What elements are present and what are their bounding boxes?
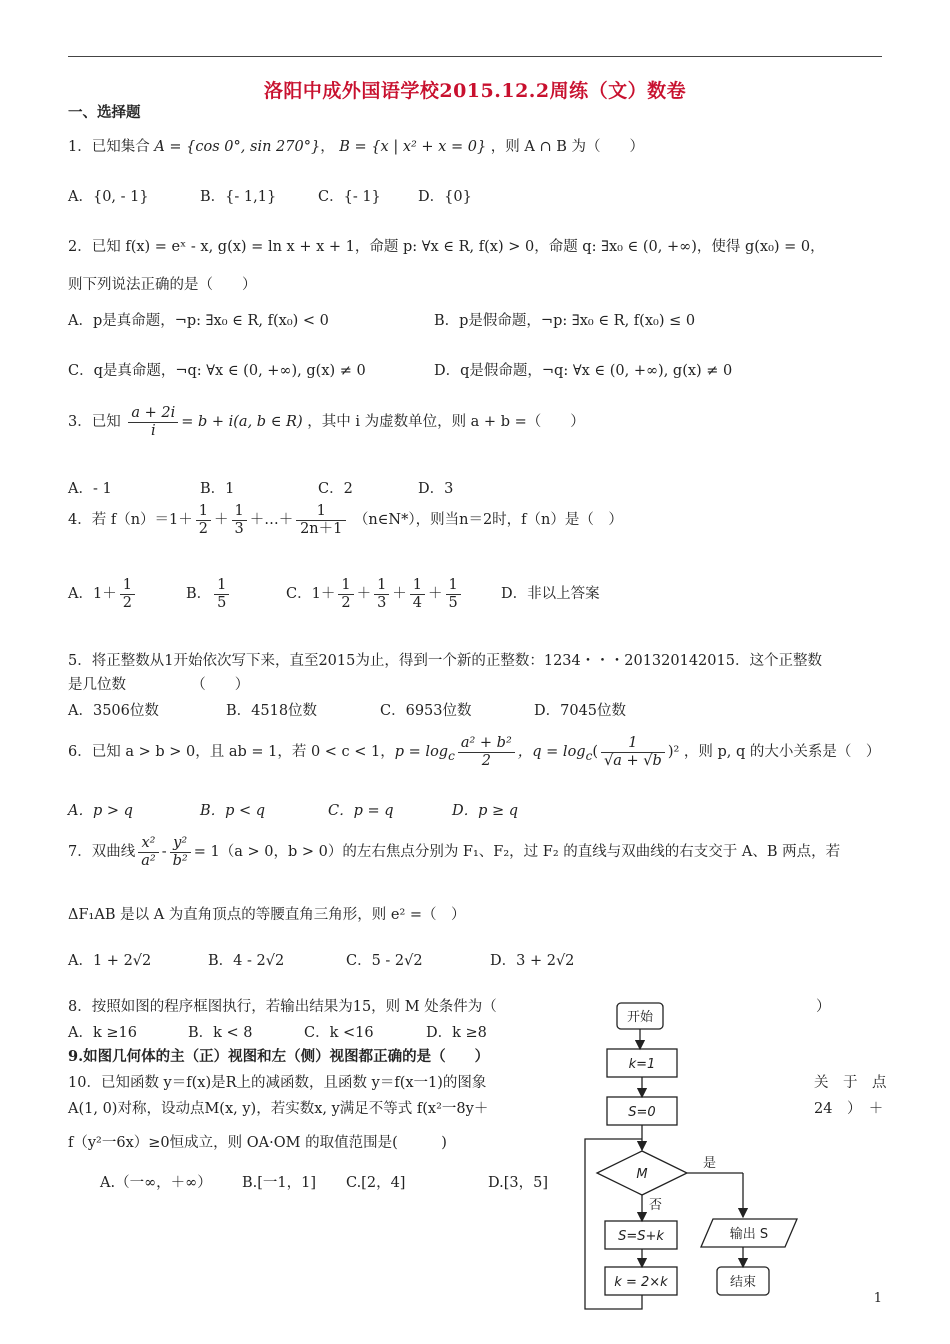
flowchart — [575, 995, 875, 1315]
q10-option-a: A.（一∞，＋∞） — [100, 1175, 212, 1191]
q6-ask: ，则 p, q 的大小关系是（ ） — [683, 744, 881, 760]
q5-option-a: A．3506位数 — [68, 703, 159, 719]
q1-set-b: B = {x | x² + x = 0} — [339, 139, 487, 155]
q1-label: 1．已知集合 — [68, 139, 150, 155]
page-number: 1 — [873, 1291, 882, 1306]
q4-option-c: C．1＋ — [286, 586, 336, 602]
q10-line-2-right: 24 ） ＋ — [814, 1101, 884, 1117]
flow-no-label: 否 — [649, 1198, 663, 1213]
q10-line-1: 10．已知函数 y＝f(x)是R上的减函数，且函数 y＝f(x一1)的图象 — [68, 1075, 487, 1091]
flow-init-s-text: S=0 — [628, 1105, 656, 1120]
q3-denominator: i — [150, 422, 156, 439]
q4-option-a: A．1＋ — [68, 586, 117, 602]
q6-p-den: 2 — [481, 752, 491, 769]
q8-stem: 8．按照如图的程序框图执行，若输出结果为15，则 M 处条件为（ — [68, 999, 497, 1015]
flow-start-text: 开始 — [626, 1010, 654, 1025]
q2-option-d: D．q是假命题，¬q: ∀x ∈ (0, +∞), g(x) ≠ 0 — [434, 363, 733, 379]
q6-option-d: D．p ≥ q — [452, 803, 519, 819]
q3-rhs: = b + i(a, b ∈ R) — [181, 414, 303, 430]
q9-stem: 9.如图几何体的主（正）视图和左（侧）视图都正确的是（ ） — [68, 1048, 490, 1065]
q7-option-c: C．5 - 2√2 — [346, 953, 423, 969]
flow-yes-label: 是 — [703, 1156, 717, 1171]
q8-option-a: A．k ≥16 — [68, 1025, 137, 1041]
q4-option-b: B． — [186, 586, 212, 602]
q6-options — [68, 802, 518, 820]
q6-p-num: a² + b² — [458, 735, 515, 753]
q10-option-b: B.[一1，1] — [242, 1175, 317, 1191]
q3-ask: ，其中 i 为虚数单位，则 a + b =（ ） — [307, 414, 585, 430]
q4-options: A．1＋ $\frac{1}{2}$ B． $\frac{1}{5}$ C．1＋ $\frac{1}{2}$ ＋ $\frac{1}{3}$ ＋ $\frac{1}{4}$ ＋ $\frac{1}{5}$ D．非以上答案 — [68, 576, 600, 611]
q2-options-ab — [68, 312, 695, 330]
header-rule — [68, 56, 882, 57]
q2-option-c: C．q是真命题，¬q: ∀x ∈ (0, +∞), g(x) ≠ 0 — [68, 363, 366, 379]
page-title: 洛阳中成外国语学校2015.12.2周练（文）数卷 — [263, 80, 687, 102]
q1-options — [68, 188, 472, 206]
q1-stem: 1．已知集合 A = {cos 0°, sin 270°}， B = {x | x² + x = 0} ，则 A ∩ B 为（ ） — [68, 139, 645, 155]
q5-option-b: B．4518位数 — [226, 703, 318, 719]
q10-option-c: C.[2，4] — [346, 1175, 406, 1191]
q5-stem: 5．将正整数从1开始依次写下来，直至2015为止，得到一个新的正整数：1234・・・201320142015．这个正整数 — [68, 653, 822, 669]
q3-label: 3．已知 — [68, 414, 121, 430]
q3-options — [68, 480, 453, 498]
q10-line-2: A(1, 0)对称，设动点M(x, y)，若实数x, y满足不等式 f(x²一8y＋ — [68, 1101, 489, 1117]
q7-x-den: a² — [141, 852, 156, 869]
flow-update-k-text: k = 2×k — [614, 1275, 668, 1290]
q10-line-1-right: 关 于 点 — [814, 1075, 887, 1091]
q1-ask: ，则 A ∩ B 为（ ） — [490, 139, 645, 155]
q7-y-num: y² — [170, 835, 191, 853]
q3-option-c: C．2 — [318, 481, 353, 497]
q3-fraction — [128, 405, 178, 440]
flow-init-k-text: k=1 — [628, 1057, 656, 1072]
flow-update-s-text: S=S+k — [618, 1229, 664, 1244]
q3-option-b: B．1 — [200, 481, 235, 497]
q7-y-den: b² — [172, 852, 188, 869]
q8-option-c: C．k <16 — [304, 1025, 374, 1041]
q7-options — [68, 952, 574, 970]
q5-option-d: D．7045位数 — [534, 703, 627, 719]
q6-option-b: B．p < q — [200, 803, 266, 819]
q2-option-b: B．p是假命题，¬p: ∃x₀ ∈ R, f(x₀) ≤ 0 — [434, 313, 696, 329]
q7-option-b: B．4 - 2√2 — [208, 953, 285, 969]
q3-option-d: D．3 — [418, 481, 454, 497]
section-heading: 一、选择题 — [68, 104, 141, 121]
flow-condition-text: M — [636, 1167, 648, 1182]
q7-stem: 7．双曲线 $\frac{\text{x²}}{\text{a²}}$ - $\frac{\text{y²}}{\text{b²}}$ = 1（a > 0，b > 0）的左右焦点分别为 F₁、F₂，过 F₂ 的直线与双曲线的右支交于 A、B 两点，若 — [68, 834, 841, 869]
q2-options-cd — [68, 362, 732, 380]
q6-q-num: 1 — [601, 735, 665, 753]
flow-end-text: 结束 — [729, 1275, 757, 1290]
q10-option-d: D.[3，5] — [488, 1175, 548, 1191]
flow-output-text: 输出 S — [729, 1227, 769, 1242]
q6-p-def: p = log — [394, 744, 449, 760]
q6-q-def: ，q = log — [517, 744, 586, 760]
q7-option-d: D．3 + 2√2 — [490, 953, 575, 969]
q3-stem — [68, 404, 585, 440]
q7-option-a: A．1 + 2√2 — [68, 953, 152, 969]
q8-option-b: B．k < 8 — [188, 1025, 253, 1041]
q8-options — [68, 1024, 487, 1042]
q6-stem: 6．已知 a > b > 0，且 ab = 1，若 0 < c < 1，$p = \log_c$ $\frac{\text{a² + b²}}{2}$ ，$q = \log_c$( $\frac{1}{√a + √b}$ )² ，则 p, q 的大小关系是（ ） — [68, 734, 881, 769]
q3-option-a: A．- 1 — [68, 481, 112, 497]
q1-option-c: C．{- 1} — [318, 189, 381, 205]
q2-stem-2: 则下列说法正确的是（ ） — [68, 277, 257, 293]
q4-label: 4．若 f（n）＝1＋ — [68, 512, 193, 528]
q7-x-num: x² — [138, 835, 158, 853]
q3-numerator: a + 2i — [128, 405, 178, 423]
q8-close: ） — [816, 999, 831, 1015]
q6-option-c: C．p = q — [328, 803, 394, 819]
q1-option-a: A．{0, - 1} — [68, 189, 149, 205]
q10-options — [100, 1174, 548, 1192]
q4-stem: 4．若 f（n）＝1＋ $\frac{1}{2}$ ＋ $\frac{1}{3}$ ＋…＋ $\frac{1}{2n+1}$ （n∈N*），则当n＝2时，f（n）是（ ） — [68, 502, 623, 537]
q2-option-a: A．p是真命题，¬p: ∃x₀ ∈ R, f(x₀) < 0 — [68, 313, 329, 329]
q1-option-d: D．{0} — [418, 189, 472, 205]
q4-option-d: D．非以上答案 — [501, 586, 600, 602]
q6-q-den: √a + √b — [604, 752, 662, 769]
q1-option-b: B．{- 1,1} — [200, 189, 277, 205]
q5-stem-2: 是几位数 （ ） — [68, 677, 250, 693]
q5-options — [68, 702, 626, 720]
q8-option-d: D．k ≥8 — [426, 1025, 487, 1041]
q4-ask: （n∈N*），则当n＝2时，f（n）是（ ） — [353, 512, 623, 528]
q7-stem-2: ΔF₁AB 是以 A 为直角顶点的等腰直角三角形，则 e² =（ ） — [68, 907, 466, 923]
q1-set-a: A = {cos 0°, sin 270°} — [154, 139, 321, 155]
q10-line-3: f（y²一6x）≥0恒成立，则 OA·OM 的取值范围是( ) — [68, 1135, 447, 1151]
q6-option-a: A．p > q — [68, 803, 133, 819]
q7-label: 7．双曲线 — [68, 844, 136, 860]
q2-stem: 2．已知 f(x) = eˣ - x, g(x) = ln x + x + 1，命题 p: ∀x ∈ R, f(x) > 0，命题 q: ∃x₀ ∈ (0, +∞)，使得 g(x₀) = 0， — [68, 239, 825, 255]
q7-condition: = 1（a > 0，b > 0）的左右焦点分别为 F₁、F₂，过 F₂ 的直线与双曲线的右支交于 A、B 两点，若 — [193, 844, 841, 860]
q5-option-c: C．6953位数 — [380, 703, 472, 719]
q6-label: 6．已知 a > b > 0，且 ab = 1，若 0 < c < 1， — [68, 744, 395, 760]
